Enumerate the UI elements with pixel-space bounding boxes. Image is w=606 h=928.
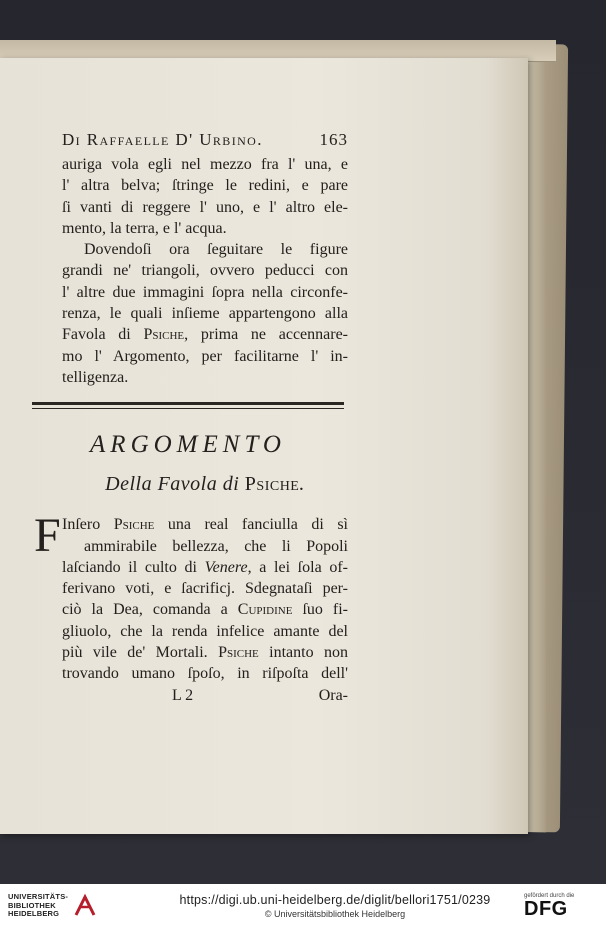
text-line <box>62 557 348 578</box>
text-line: grandi ne' triangoli, ovvero peducci con <box>62 262 348 280</box>
double-rule <box>32 402 344 409</box>
paragraph-2 <box>62 239 348 388</box>
library-logo[interactable] <box>8 893 146 919</box>
catchword: Ora- <box>318 686 348 704</box>
text-fragment: Inſero <box>62 516 114 534</box>
library-name <box>8 893 68 919</box>
page-text <box>34 130 349 705</box>
library-name-line: HEIDELBERG <box>8 909 60 919</box>
text-fragment: Favola di <box>62 326 144 344</box>
library-emblem-icon <box>72 893 98 919</box>
dfg-logo-text: DFG <box>524 898 568 920</box>
text-fragment: una real fanciulla di sì <box>154 516 349 534</box>
text-line: ferivano voti, e ſacrificj. Sdegnataſi per- <box>62 580 348 598</box>
text-line <box>62 324 348 345</box>
name-psiche: Psiche <box>143 326 185 344</box>
text-line: Dovendoſi ora ſeguitare le figure <box>84 241 348 259</box>
text-line: ammirabile bellezza, che li Popoli <box>84 537 348 555</box>
citation-block <box>146 893 524 919</box>
drop-cap: F <box>34 509 61 563</box>
name-psiche: Psiche <box>113 516 155 534</box>
permalink[interactable]: https://digi.ub.uni-heidelberg.de/diglit/bellori1751/0239 <box>179 893 491 907</box>
section-subtitle <box>62 473 348 496</box>
copyright-note: © Universitätsbibliothek Heidelberg <box>264 909 406 919</box>
subtitle-name: Psiche <box>244 473 300 496</box>
running-head <box>62 130 348 150</box>
signature-mark: L 2 <box>172 686 194 704</box>
funder-logo[interactable] <box>524 893 598 919</box>
text-line <box>62 642 348 663</box>
paragraph-3 <box>34 509 349 684</box>
text-line: ſi vanti di reggere l' uno, e l' altro ele- <box>62 198 348 216</box>
subtitle-text: Della Favola di <box>105 473 245 496</box>
text-line: l' altra belva; ſtringe le redini, e pare <box>62 177 348 195</box>
library-name-line: UNIVERSITÄTS- <box>8 892 69 902</box>
text-line: auriga vola egli nel mezzo fra l' una, e <box>62 156 348 173</box>
subtitle-period: . <box>299 473 305 496</box>
text-fragment: ciò la Dea, comanda a <box>62 601 238 619</box>
page-foot <box>62 687 348 705</box>
text-line: renza, le quali inſieme appartengono alla <box>62 305 348 323</box>
text-line: mento, la terra, e l' acqua. <box>62 219 227 237</box>
text-fragment: , a lei ſola of- <box>247 558 348 576</box>
funding-note: gefördert durch die <box>524 893 575 899</box>
running-head-title: Di Raffaelle D' Urbino. <box>62 130 263 149</box>
text-line <box>62 599 348 620</box>
name-psiche: Psiche <box>218 644 259 662</box>
library-name-line: BIBLIOTHEK <box>8 900 56 910</box>
text-line <box>62 514 348 535</box>
text-line: trovando umano ſpoſo, in riſpoſta dell' <box>62 665 348 683</box>
text-fragment: laſciando il culto di <box>62 558 205 576</box>
paragraph-1 <box>62 154 348 239</box>
section-heading: ARGOMENTO <box>90 431 286 459</box>
text-fragment: intanto non <box>258 644 349 662</box>
name-venere: Venere <box>204 558 248 576</box>
text-fragment: più vile de' Mortali. <box>62 644 219 662</box>
text-line: l' altre due immagini ſopra nella circonfe- <box>62 283 348 301</box>
text-line: gliuolo, che la renda infelice amante del <box>62 622 348 640</box>
text-line: mo l' Argomento, per facilitarne l' in- <box>62 347 348 365</box>
viewer-footer <box>0 884 606 928</box>
text-line: telligenza. <box>62 368 129 386</box>
page-number: 163 <box>319 130 348 149</box>
text-fragment: , prima ne accennare- <box>184 326 349 344</box>
text-fragment: ſuo fi- <box>292 601 349 619</box>
name-cupidine: Cupidine <box>237 601 293 619</box>
